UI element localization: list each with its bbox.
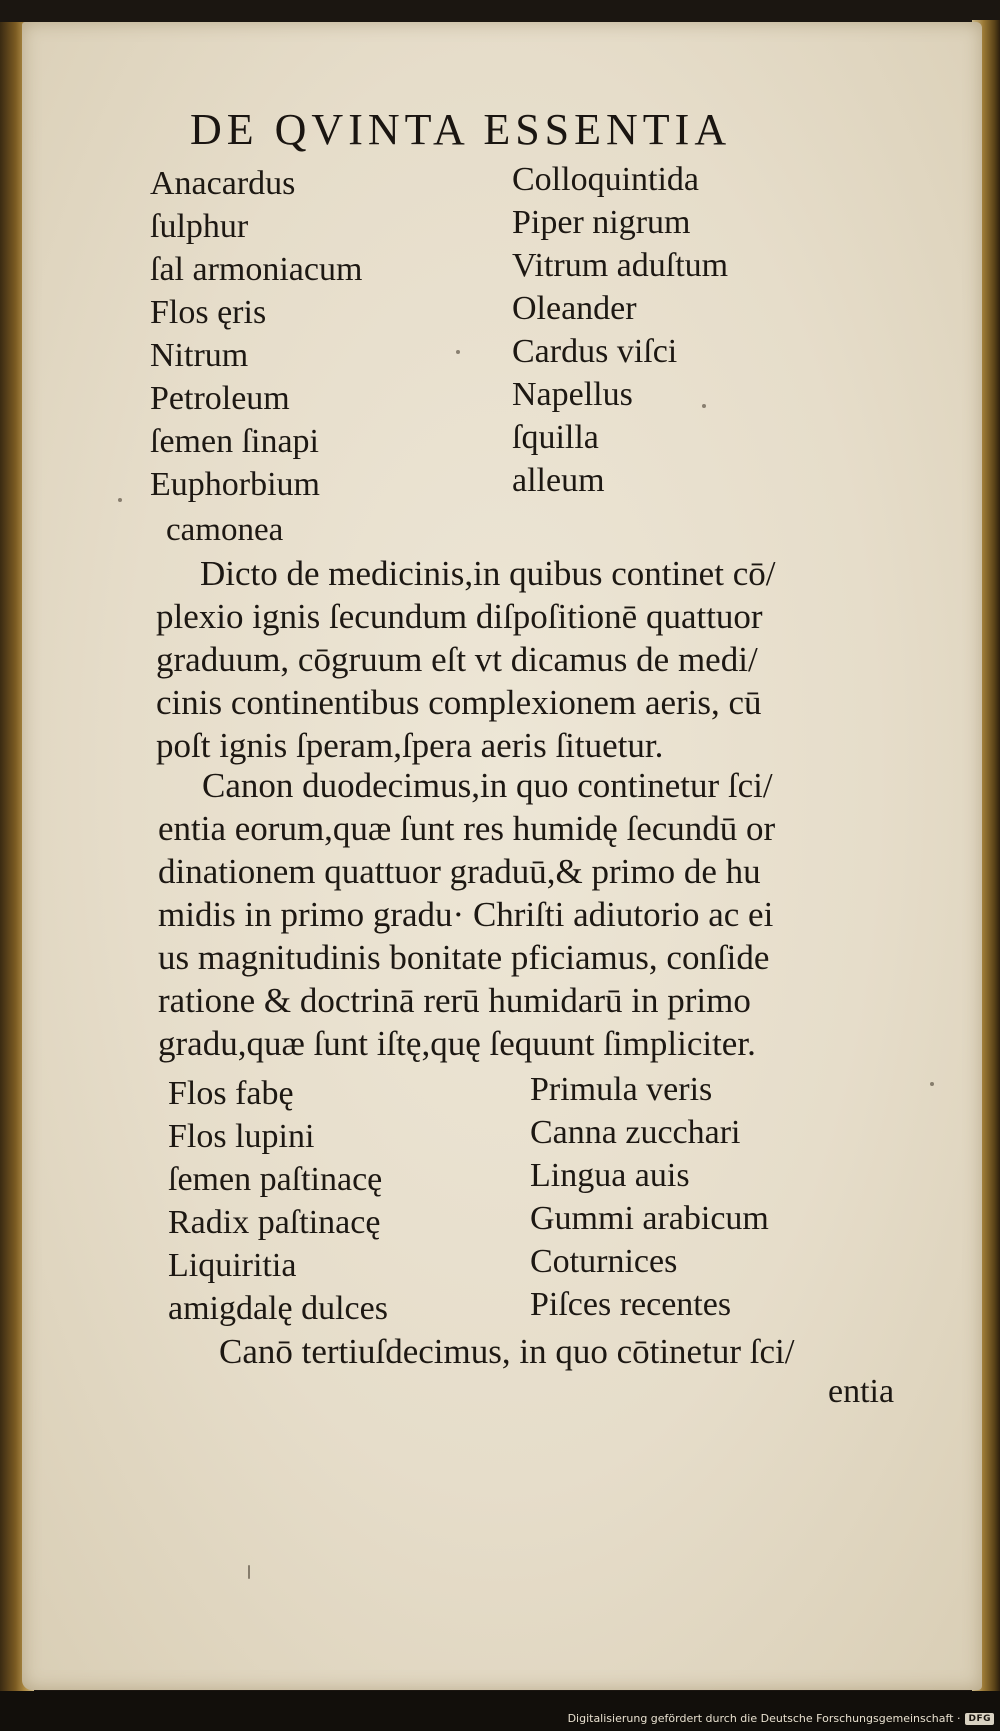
credit-text: Digitalisierung gefördert durch die Deutsche Forschungsgemeinschaft ·	[567, 1712, 961, 1725]
list-item: Flos fabę	[168, 1075, 294, 1112]
text-line: Canon duodecimus,in quo continetur ſci/	[202, 766, 773, 805]
text-line: plexio ignis ſecundum diſpoſitionē quattuor	[156, 597, 763, 636]
paragraph-3	[175, 1330, 935, 1373]
list-item: Euphorbium	[150, 466, 320, 503]
digitization-credit	[568, 1712, 994, 1725]
list-item: Lingua auis	[530, 1157, 690, 1194]
ink-speck	[118, 498, 122, 502]
list-item: Coturnices	[530, 1243, 678, 1280]
list-item: Flos ęris	[150, 294, 267, 331]
list-item: ſemen paſtinacę	[168, 1161, 383, 1198]
list-item: Vitrum aduſtum	[512, 247, 729, 284]
ink-speck	[702, 404, 706, 408]
list-item: amigdalę dulces	[168, 1290, 388, 1327]
ingredient-list-2-left	[168, 1072, 388, 1330]
text-line: Dicto de medicinis,in quibus continet cō/	[200, 554, 776, 593]
catchword: entia	[828, 1373, 895, 1410]
list-item: Flos lupini	[168, 1118, 315, 1155]
list-item: Gummi arabicum	[530, 1200, 769, 1237]
list-item: alleum	[512, 462, 605, 499]
list-item: Piſces recentes	[530, 1286, 732, 1323]
text-line: graduum, cōgruum eſt vt dicamus de medi/	[156, 640, 758, 679]
list-item: Nitrum	[150, 337, 249, 374]
list-item: ſemen ſinapi	[150, 423, 320, 460]
list-item: ſquilla	[512, 419, 599, 456]
list-item: Piper nigrum	[512, 204, 691, 241]
text-line: poſt ignis ſperam,ſpera aeris ſituetur.	[156, 726, 664, 765]
text-line: us magnitudinis bonitate pficiamus, conſide	[158, 938, 770, 977]
text-line: Canō tertiuſdecimus, in quo cōtinetur ſci/	[219, 1332, 795, 1371]
text-line: entia eorum,quæ ſunt res humidę ſecundū or	[158, 809, 776, 848]
list-item-camonea: camonea	[166, 512, 284, 548]
list-item: Colloquintida	[512, 161, 699, 198]
list-item: ſulphur	[150, 208, 249, 245]
text-line: gradu,quæ ſunt iſtę,quę ſequunt ſimpliciter.	[158, 1024, 756, 1063]
text-line: ratione & doctrinā rerū humidarū in primo	[158, 981, 751, 1020]
list-item: Anacardus	[150, 165, 296, 202]
list-item: Napellus	[512, 376, 633, 413]
viewer-footer	[0, 1691, 1000, 1731]
paragraph-1	[156, 552, 916, 767]
paragraph-2	[158, 764, 918, 1065]
ingredient-list-1-left	[150, 162, 362, 506]
list-item: ſal armoniacum	[150, 251, 363, 288]
text-line: dinationem quattuor graduū,& primo de hu	[158, 852, 761, 891]
list-item: Primula veris	[530, 1071, 713, 1108]
list-item: Liquiritia	[168, 1247, 297, 1284]
text-line: cinis continentibus complexionem aeris, cū	[156, 683, 762, 722]
ink-speck	[930, 1082, 934, 1086]
list-item: Radix paſtinacę	[168, 1204, 381, 1241]
ingredient-list-2-right	[530, 1068, 769, 1326]
list-item: Canna zucchari	[530, 1114, 741, 1151]
list-item: Petroleum	[150, 380, 290, 417]
ink-speck	[248, 1565, 250, 1579]
ink-speck	[456, 350, 460, 354]
list-item: Cardus viſci	[512, 333, 678, 370]
running-head: DE QVINTA ESSENTIA	[190, 105, 732, 154]
dfg-logo: DFG	[965, 1713, 994, 1725]
list-item: Oleander	[512, 290, 637, 327]
text-line: midis in primo gradu· Chriſti adiutorio ac ei	[158, 895, 774, 934]
ingredient-list-1-right	[512, 158, 728, 502]
